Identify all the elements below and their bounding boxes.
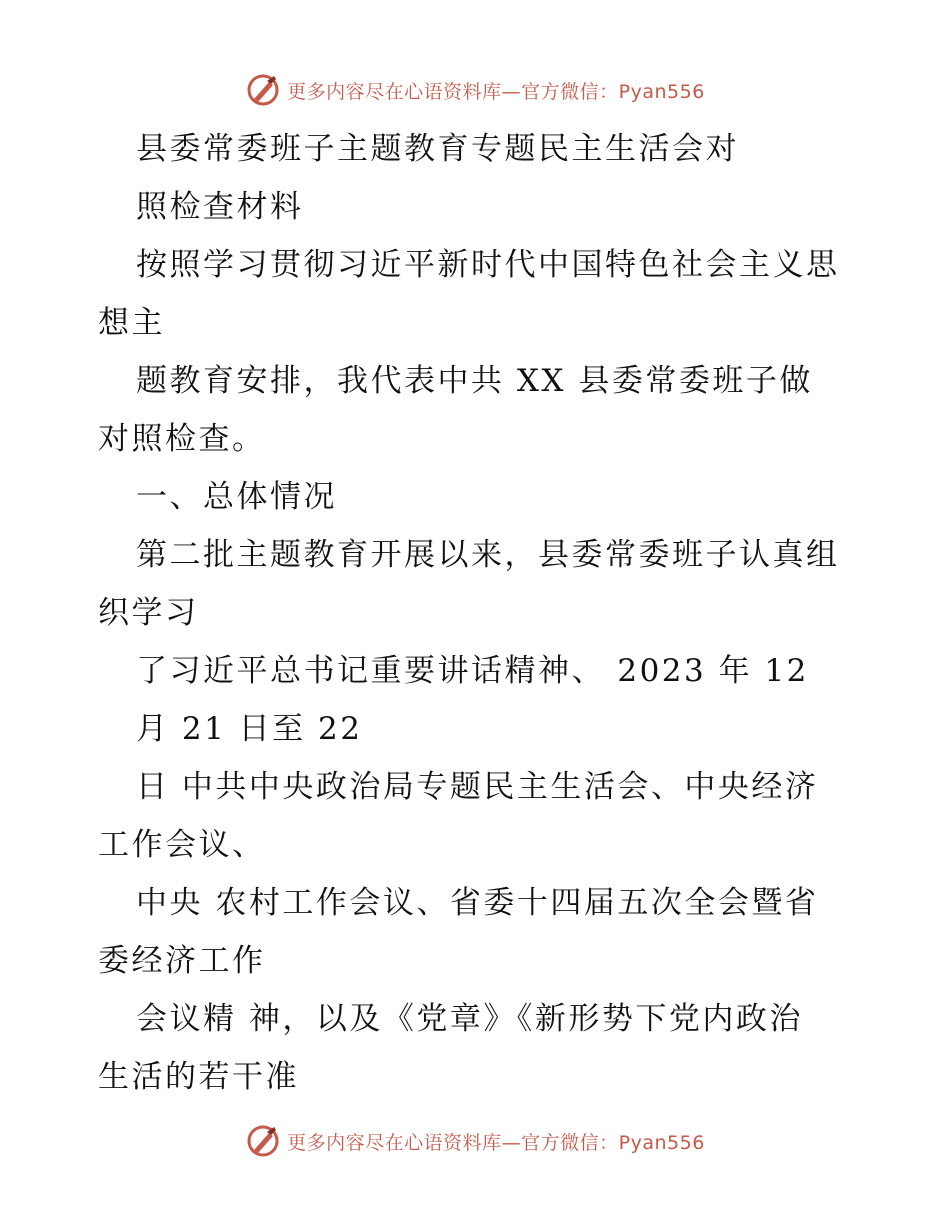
footer-watermark <box>0 1121 950 1161</box>
paragraph-line: 工作会议、 <box>98 827 266 863</box>
paragraph-line: 题教育安排，我代表中共 XX 县委常委班子做 <box>136 363 813 399</box>
watermark-text: 更多内容尽在心语资料库—官方微信：Pyan556 <box>287 80 705 103</box>
paragraph-line: 中央 农村工作会议、省委十四届五次全会暨省 <box>136 885 819 921</box>
title-line-1: 县委常委班子主题教育专题民主生活会对 <box>136 131 739 167</box>
section-heading: 一、总体情况 <box>136 479 337 515</box>
paragraph-line: 生活的若干准 <box>98 1059 299 1095</box>
watermark-text: 更多内容尽在心语资料库—官方微信：Pyan556 <box>287 1131 705 1154</box>
paragraph-line: 会议精 神，以及《党章》《新形势下党内政治 <box>136 1001 803 1037</box>
paragraph-line: 月 21 日至 22 <box>136 711 363 747</box>
pen-circle-logo-icon <box>245 1123 281 1159</box>
paragraph-line: 日 中共中央政治局专题民主生活会、中央经济 <box>136 769 819 805</box>
paragraph-line: 按照学习贯彻习近平新时代中国特色社会主义思 <box>136 247 840 283</box>
paragraph-line: 对照检查。 <box>98 421 266 457</box>
title-line-2: 照检查材料 <box>136 189 304 225</box>
paragraph-line: 织学习 <box>98 595 199 631</box>
paragraph-line: 了习近平总书记重要讲话精神、 2023 年 12 <box>136 653 809 689</box>
paragraph-line: 委经济工作 <box>98 943 266 979</box>
paragraph-line: 想主 <box>98 305 165 341</box>
paragraph-line: 第二批主题教育开展以来，县委常委班子认真组 <box>136 537 840 573</box>
